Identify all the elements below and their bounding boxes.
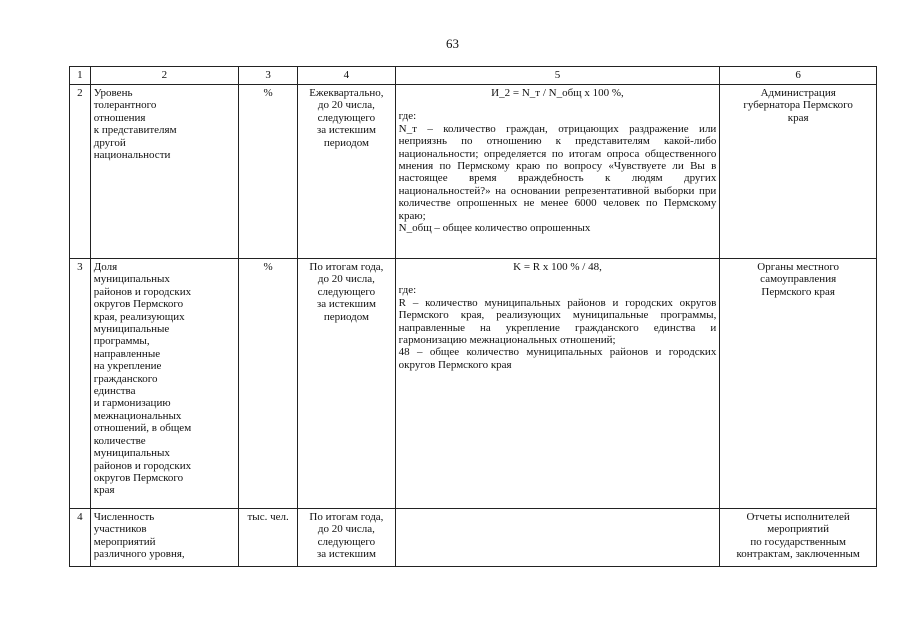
reporting-period: По итогам года, до 20 числа, следующего за истекшим <box>298 509 396 567</box>
table-row <box>70 85 877 259</box>
calculation-method <box>395 85 720 259</box>
formula: И_2 = N_т / N_общ х 100 %, <box>491 87 624 99</box>
formula-explanation: N_т – количество граждан, отрицающих раздражение или неприязнь по отношению к представителям какой-либо национальности; определяется по итогам опроса общественного мнения по Пермскому краю по вопросу «Чувствуете ли Вы в настоящее время враждебность к людям других национальностей?» на основании репрезентативной выборки при количестве опрошенных не менее 6000 человек по Пермскому краю; <box>398 122 717 222</box>
header-col-2: 2 <box>90 67 238 85</box>
header-col-4: 4 <box>298 67 396 85</box>
reporting-period: Ежеквартально, до 20 числа, следующего за истекшим периодом <box>298 85 396 259</box>
calculation-method <box>395 259 720 509</box>
indicator-name: Доля муниципальных районов и городских округов Пермского края, реализующих муниципальные программы, направленные на укрепление гражданского единства и гармонизацию межнациональных отношений, в общем количестве муниципальных районов и городских округов Пермского края <box>90 259 238 509</box>
table-header-row <box>70 67 877 85</box>
page-number: 63 <box>446 36 459 51</box>
formula-explanation: N_общ – общее количество опрошенных <box>398 222 591 235</box>
header-col-3: 3 <box>239 67 298 85</box>
row-number: 2 <box>70 85 91 259</box>
reporting-period: По итогам года, до 20 числа, следующего за истекшим периодом <box>298 259 396 509</box>
data-source: Органы местного самоуправления Пермского края <box>720 259 877 509</box>
formula-explanation: R – количество муниципальных районов и городских округов Пермского края, реализующих муниципальные программы, направленные на укрепление гражданского единства и гармонизацию межнациональных отношений; <box>398 296 717 347</box>
where-label: где: <box>398 284 417 297</box>
unit-of-measure: % <box>239 259 298 509</box>
header-col-1: 1 <box>70 67 91 85</box>
where-label: где: <box>398 110 417 123</box>
table-row <box>70 259 877 509</box>
unit-of-measure: % <box>239 85 298 259</box>
indicators-table <box>69 66 877 567</box>
unit-of-measure: тыс. чел. <box>239 509 298 567</box>
header-col-5: 5 <box>395 67 720 85</box>
calculation-method <box>395 509 720 567</box>
row-number: 4 <box>70 509 91 567</box>
header-col-6: 6 <box>720 67 877 85</box>
data-source: Отчеты исполнителей мероприятий по государственным контрактам, заключенным <box>720 509 877 567</box>
table-row <box>70 509 877 567</box>
formula: K = R х 100 % / 48, <box>513 261 602 273</box>
data-source: Администрация губернатора Пермского края <box>720 85 877 259</box>
formula-explanation: 48 – общее количество муниципальных районов и городских округов Пермского края <box>398 346 717 371</box>
row-number: 3 <box>70 259 91 509</box>
indicator-name: Уровень толерантного отношения к представителям другой национальности <box>90 85 238 259</box>
indicator-name: Численность участников мероприятий различного уровня, <box>90 509 238 567</box>
